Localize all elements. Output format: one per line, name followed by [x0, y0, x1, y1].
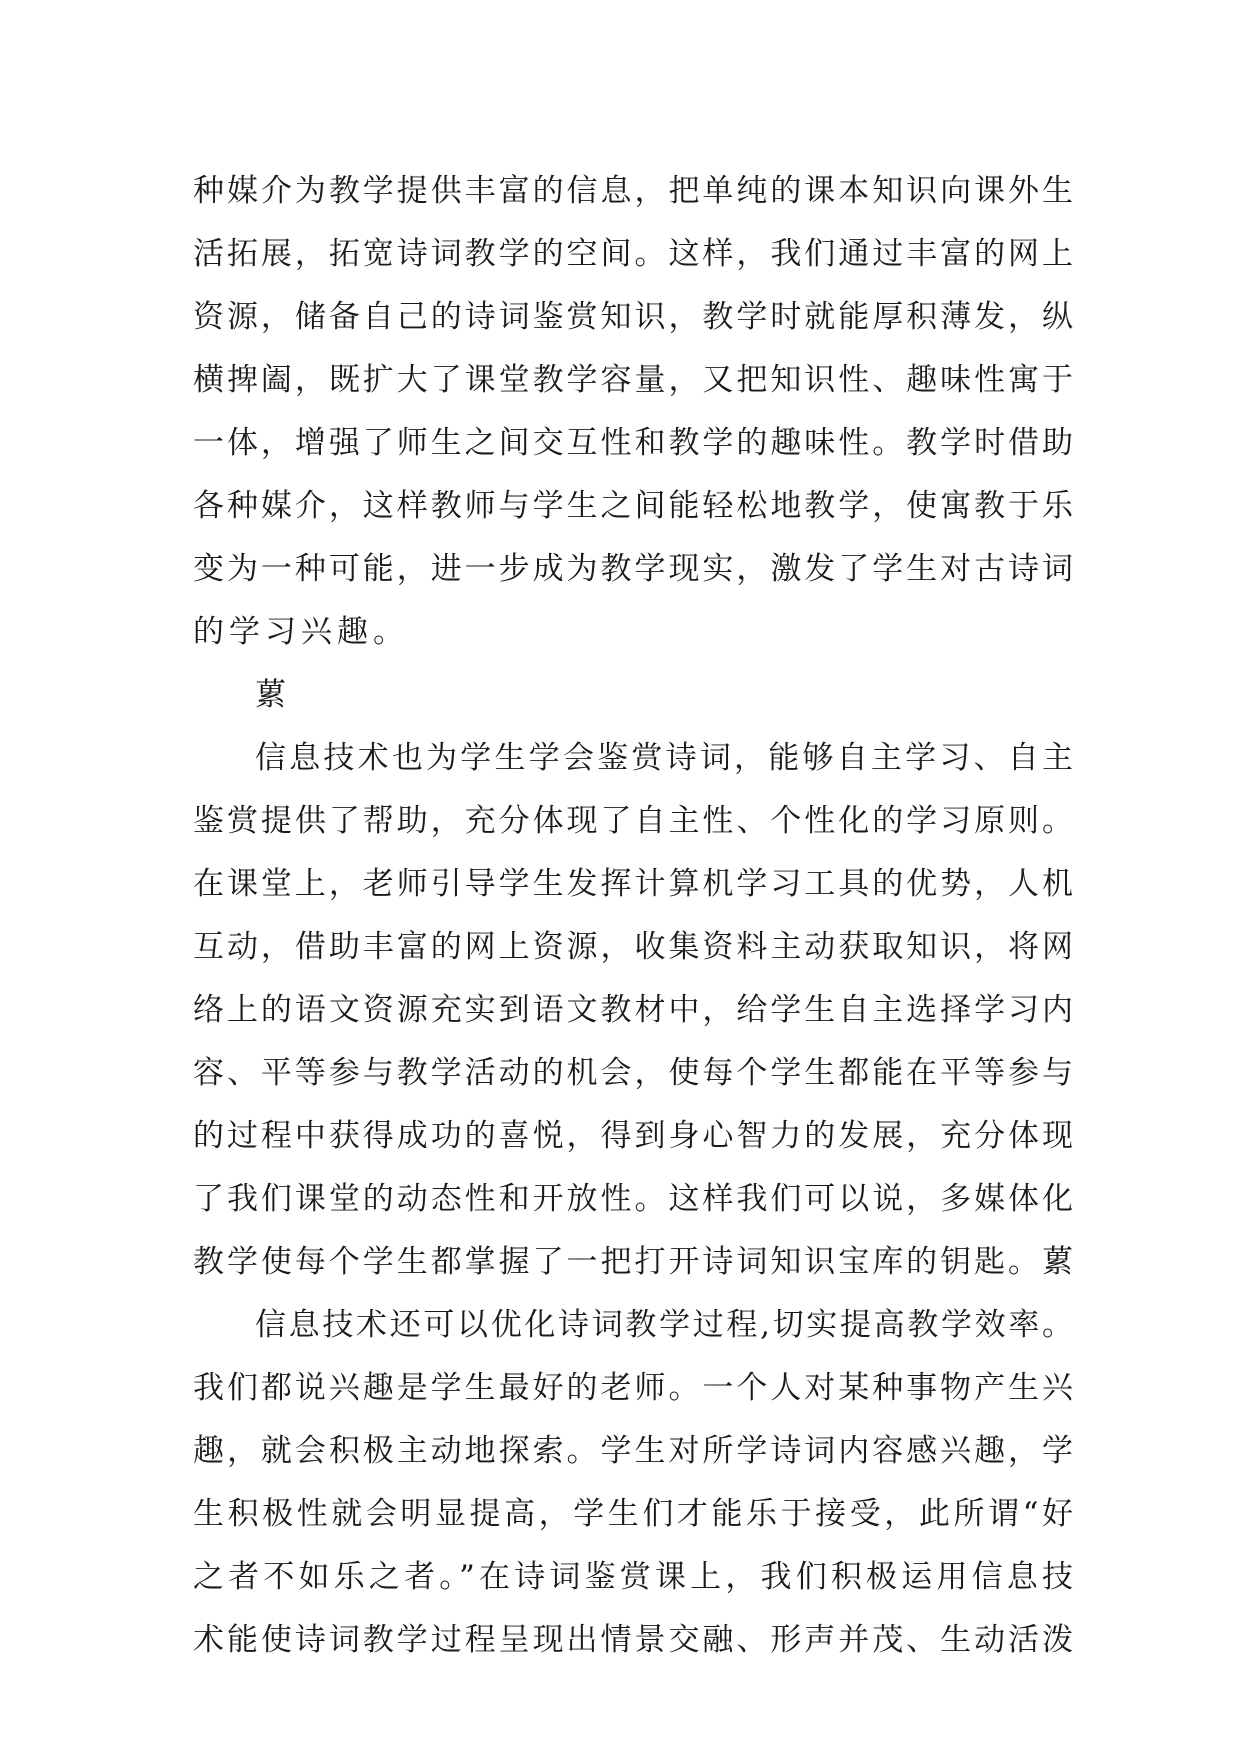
- text-line: 活拓展，拓宽诗词教学的空间。这样，我们通过丰富的网上: [193, 236, 1073, 272]
- text-line: 生积极性就会明显提高，学生们才能乐于接受，此所谓“好: [193, 1496, 1073, 1532]
- text-line: 信息技术也为学生学会鉴赏诗词，能够自主学习、自主: [255, 740, 1073, 776]
- body-text: [193, 160, 1073, 1672]
- text-line: 趣，就会积极主动地探索。学生对所学诗词内容感兴趣，学: [193, 1433, 1073, 1469]
- text-line: 了我们课堂的动态性和开放性。这样我们可以说，多媒体化: [193, 1181, 1073, 1217]
- text-line: 教学使每个学生都掌握了一把打开诗词知识宝库的钥匙。蔂: [193, 1244, 1073, 1280]
- text-line: 鉴赏提供了帮助，充分体现了自主性、个性化的学习原则。: [193, 803, 1073, 839]
- text-line: 我们都说兴趣是学生最好的老师。一个人对某种事物产生兴: [193, 1370, 1073, 1406]
- text-line: 横捭阖，既扩大了课堂教学容量，又把知识性、趣味性寓于: [193, 362, 1073, 398]
- text-line: 在课堂上，老师引导学生发挥计算机学习工具的优势，人机: [193, 866, 1073, 902]
- text-line: 信息技术还可以优化诗词教学过程,切实提高教学效率。: [255, 1307, 1073, 1343]
- text-line: 互动，借助丰富的网上资源，收集资料主动获取知识，将网: [193, 929, 1073, 965]
- text-line: 之者不如乐之者。”在诗词鉴赏课上，我们积极运用信息技: [193, 1559, 1073, 1595]
- text-line: 一体，增强了师生之间交互性和教学的趣味性。教学时借助: [193, 425, 1073, 461]
- text-line: 的过程中获得成功的喜悦，得到身心智力的发展，充分体现: [193, 1118, 1073, 1154]
- text-line: 种媒介为教学提供丰富的信息，把单纯的课本知识向课外生: [193, 173, 1073, 209]
- text-line: 各种媒介，这样教师与学生之间能轻松地教学，使寓教于乐: [193, 488, 1073, 524]
- text-line: 资源，储备自己的诗词鉴赏知识，教学时就能厚积薄发，纵: [193, 299, 1073, 335]
- text-line: 容、平等参与教学活动的机会，使每个学生都能在平等参与: [193, 1055, 1073, 1091]
- text-line: 的学习兴趣。: [193, 614, 409, 650]
- text-line: 术能使诗词教学过程呈现出情景交融、形声并茂、生动活泼: [193, 1622, 1073, 1658]
- paragraph-marker: 蔂: [255, 677, 291, 713]
- text-line: 络上的语文资源充实到语文教材中，给学生自主选择学习内: [193, 992, 1073, 1028]
- text-line: 变为一种可能，进一步成为教学现实，激发了学生对古诗词: [193, 551, 1073, 587]
